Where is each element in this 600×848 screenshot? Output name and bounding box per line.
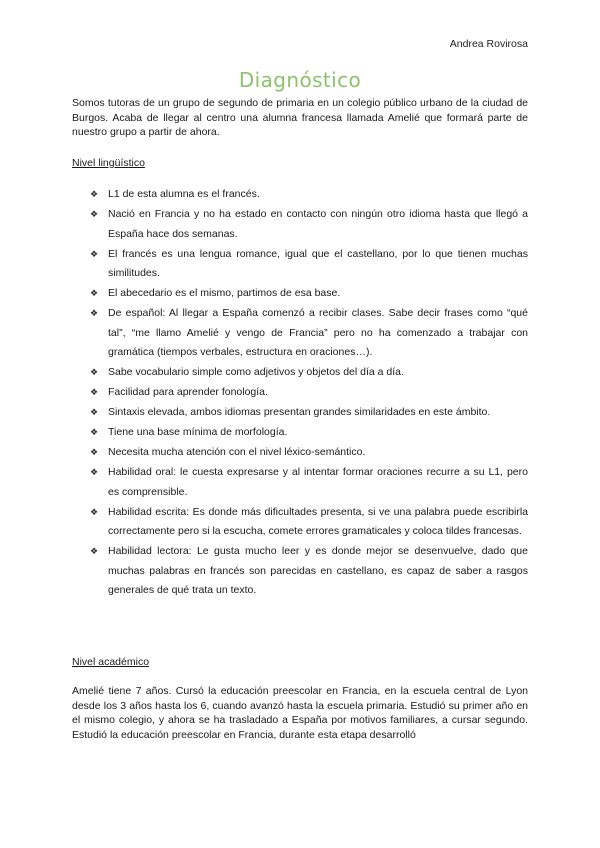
list-item	[90, 284, 528, 304]
author-name: Andrea Rovirosa	[449, 38, 528, 50]
list-item	[90, 542, 528, 601]
list-item	[90, 304, 528, 363]
diamond-bullet-icon: ❖	[90, 248, 99, 259]
list-item	[90, 363, 528, 383]
heading-academic-level: Nivel académico	[72, 656, 150, 668]
list-item	[90, 205, 528, 244]
list-item-text: Sabe vocabulario simple como adjetivos y objetos del día a día.	[108, 366, 404, 378]
list-item	[90, 463, 528, 502]
list-item-text: El abecedario es el mismo, partimos de esa base.	[108, 287, 341, 299]
list-item	[90, 185, 528, 205]
page-title: Diagnóstico	[238, 68, 362, 92]
heading-linguistic-level: Nivel lingüístico	[72, 157, 145, 169]
academic-paragraph: Amelié tiene 7 años. Cursó la educación preescolar en Francia, en la escuela central de Lyon desde los 3 años hasta los 6, cuando avanzó hasta la escuela primaria. Estudió su primer año en el mismo colegio, y ahora se ha trasladado a España por motivos familiares, a cursar segundo. Estudió la educación preescolar en Francia, durante esta etapa desarrolló	[72, 685, 528, 741]
diamond-bullet-icon: ❖	[90, 189, 99, 199]
list-item-text: De español: Al llegar a España comenzó a recibir clases. Sabe decir frases como “qué tal”, “me llamo Amelié y vengo de Francia” pero no ha comenzado a trabajar con gramática (tiempos verbales, estructura en oraciones…).	[108, 307, 528, 358]
diamond-bullet-icon: ❖	[90, 546, 99, 556]
diamond-bullet-icon: ❖	[90, 387, 99, 397]
list-item	[90, 383, 528, 403]
list-item	[90, 423, 528, 443]
list-item	[90, 443, 528, 463]
list-item-text: Habilidad oral: le cuesta expresarse y al intentar formar oraciones recurre a su L1, pero es comprensible.	[108, 466, 528, 498]
diamond-bullet-icon: ❖	[90, 467, 99, 477]
list-item	[90, 403, 528, 423]
list-item-text: Sintaxis elevada, ambos idiomas presentan grandes similaridades en este ámbito.	[108, 406, 491, 418]
linguistic-bullet-list	[90, 185, 528, 601]
list-item	[90, 503, 528, 542]
diamond-bullet-icon: ❖	[90, 209, 99, 219]
list-item-text: Tiene una base mínima de morfología.	[108, 426, 288, 438]
diamond-bullet-icon: ❖	[90, 367, 99, 377]
list-item-text: Nació en Francia y no ha estado en contacto con ningún otro idioma hasta que llegó a España hace dos semanas.	[108, 208, 528, 240]
list-item-text: Habilidad lectora: Le gusta mucho leer y es donde mejor se desenvuelve, dado que muchas palabras en francés son parecidas en castellano, es capaz de saber a rasgos generales de qué trata un texto.	[108, 545, 528, 596]
diamond-bullet-icon: ❖	[90, 288, 99, 298]
diamond-bullet-icon: ❖	[90, 308, 99, 318]
intro-paragraph: Somos tutoras de un grupo de segundo de primaria en un colegio público urbano de la ciudad de Burgos. Acaba de llegar al centro una alumna francesa llamada Amelié que formará parte de nuestro grupo a partir de ahora.	[72, 97, 528, 138]
list-item	[90, 245, 528, 284]
list-item-text: El francés es una lengua romance, igual que el castellano, por lo que tienen muchas similitudes.	[108, 247, 528, 279]
list-item-text: Facilidad para aprender fonología.	[108, 386, 268, 398]
list-item-text: Habilidad escrita: Es donde más dificultades presenta, si ve una palabra puede escribirla correctamente pero si la escucha, comete errores gramaticales y coloca tildes francesas.	[108, 505, 528, 537]
diamond-bullet-icon: ❖	[90, 447, 99, 457]
list-item-text: Necesita mucha atención con el nivel léxico-semántico.	[108, 446, 366, 458]
diamond-bullet-icon: ❖	[90, 506, 99, 517]
list-item-text: L1 de esta alumna es el francés.	[108, 188, 260, 200]
diamond-bullet-icon: ❖	[90, 427, 99, 437]
diamond-bullet-icon: ❖	[90, 407, 99, 417]
